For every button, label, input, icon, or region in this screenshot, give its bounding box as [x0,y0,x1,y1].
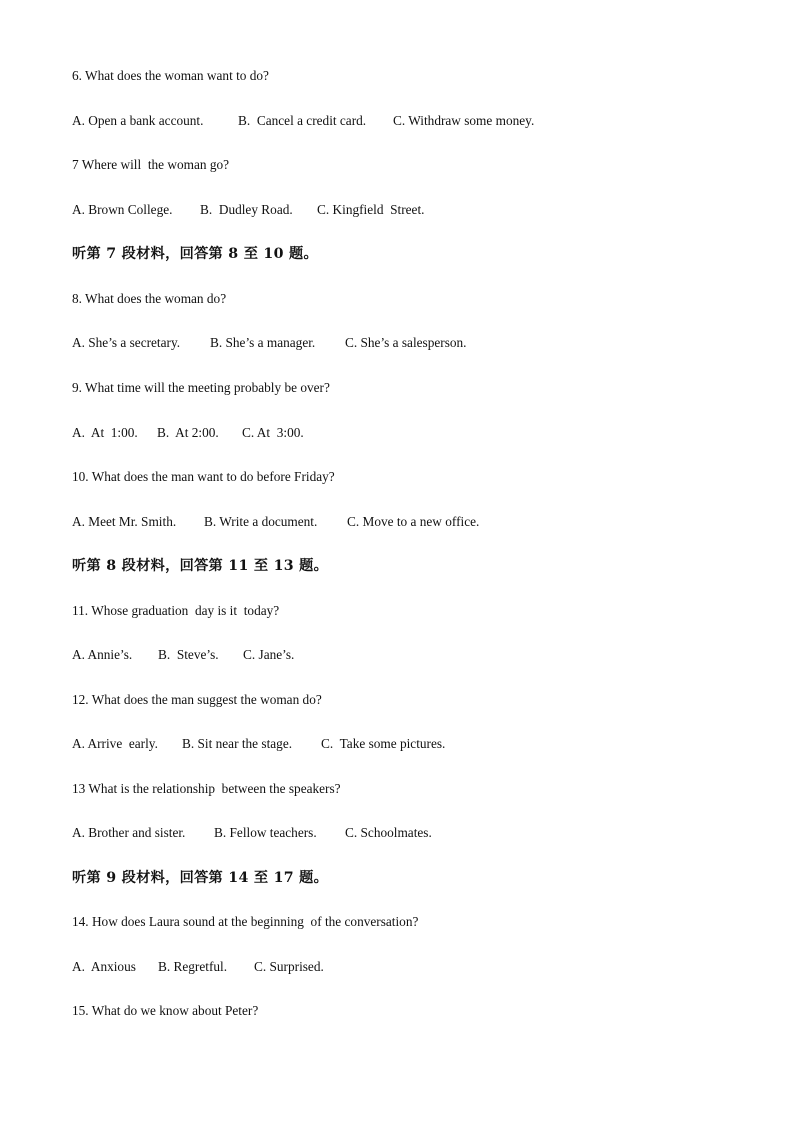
question-13-options [72,825,432,841]
option-b: B. She’s a manager. [210,335,316,350]
question-14: 14. How does Laura sound at the beginning of the conversation? [72,914,419,929]
option-a: A. Brown College. [72,202,173,217]
question-13: 13 What is the relationship between the speakers? [72,781,341,796]
option-b: B. Fellow teachers. [214,825,317,840]
question-7: 7 Where will the woman go? [72,157,230,172]
option-b: B. Dudley Road. [200,202,293,217]
option-a: A. Annie’s. [72,647,133,662]
option-a: A. Arrive early. [72,736,158,751]
question-15: 15. What do we know about Peter? [72,1003,259,1018]
option-c: C. Withdraw some money. [393,113,535,128]
question-10-options [72,514,479,530]
option-a: A. At 1:00. [72,425,138,440]
question-11: 11. Whose graduation day is it today? [72,603,280,618]
option-a: A. She’s a secretary. [72,335,181,350]
question-9-options [72,425,304,441]
option-c: C. Schoolmates. [345,825,432,840]
question-9: 9. What time will the meeting probably be over? [72,380,330,395]
question-11-options [72,647,294,663]
question-6-options [72,113,534,129]
question-12: 12. What does the man suggest the woman do? [72,692,322,707]
question-8: 8. What does the woman do? [72,291,227,306]
option-c: C. Take some pictures. [321,736,446,751]
section-heading-9: 听第 9 段材料，回答第 14 至 17 题。 [72,870,329,886]
option-b: B. Cancel a credit card. [238,113,367,128]
section-heading-7: 听第 7 段材料，回答第 8 至 10 题。 [72,246,318,262]
option-b: B. At 2:00. [157,425,219,440]
option-b: B. Steve’s. [158,647,219,662]
question-14-options [72,959,324,975]
question-12-options [72,736,445,752]
option-c: C. Jane’s. [243,647,295,662]
option-c: C. At 3:00. [242,425,304,440]
option-b: B. Sit near the stage. [182,736,293,751]
question-10: 10. What does the man want to do before Friday? [72,469,335,484]
option-b: B. Write a document. [204,514,318,529]
option-c: C. Kingfield Street. [317,202,425,217]
option-c: C. Move to a new office. [347,514,480,529]
option-a: A. Open a bank account. [72,113,204,128]
option-b: B. Regretful. [158,959,228,974]
option-a: A. Anxious [72,959,136,974]
question-7-options [72,202,424,218]
option-a: A. Brother and sister. [72,825,186,840]
option-c: C. Surprised. [254,959,324,974]
option-a: A. Meet Mr. Smith. [72,514,177,529]
section-heading-8: 听第 8 段材料，回答第 11 至 13 题。 [72,558,329,574]
question-8-options [72,335,467,351]
option-c: C. She’s a salesperson. [345,335,467,350]
question-6: 6. What does the woman want to do? [72,68,269,83]
